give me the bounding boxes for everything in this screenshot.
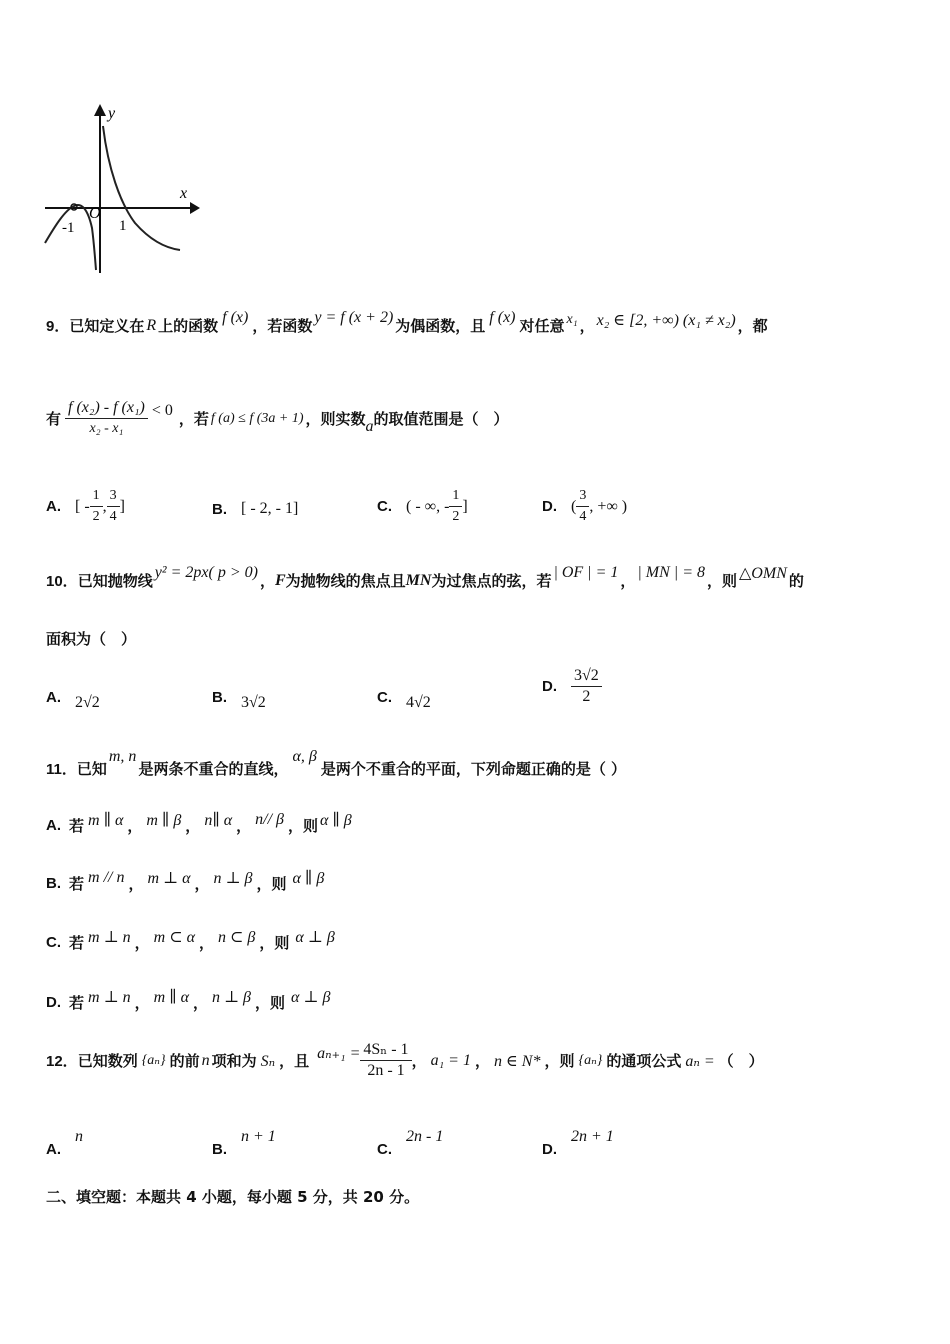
q9-line2 [46,398,509,439]
q9-option-c-pre: ( - ∞, - [406,497,450,515]
q10-line2 [46,628,136,649]
q9-option-b-expr: [ - 2, - 1] [241,500,299,517]
q9-option-c-den: 2 [452,509,460,524]
q9-number: 9． [46,318,70,335]
q11-option-c-c1: m ⊥ n [88,928,131,946]
q10-text5: ，则 [706,572,737,590]
q10-eq: y² = 2px( p > 0) [154,563,258,581]
q11-option-b-label: B. [46,875,61,892]
q11-option-d[interactable] [46,988,331,1013]
q12-option-d-label: D. [542,1140,557,1158]
q12-a1: a₁ = 1 [430,1051,471,1069]
q10-of: | OF | = 1 [553,563,619,581]
q9-text2: 上的函数 [158,317,219,335]
q11-option-b-ruo: 若 [69,875,85,893]
q12-option-c-val: 2n - 1 [406,1128,444,1145]
q11-ab: α, β [292,747,317,765]
q9-option-a-mid: , [102,497,107,515]
q9-option-d-label: D. [542,498,557,515]
q12-frac-num: 4Sₙ - 1 [360,1040,411,1061]
q12-option-c[interactable] [377,1128,444,1158]
q11-option-a-label: A. [46,817,61,834]
q9-option-b[interactable] [212,500,298,518]
tick-label-neg1: -1 [62,220,75,236]
q9-frac-den: x₂ - x₁ [89,421,124,436]
q9-a: a [365,417,374,435]
q9-frac-num: f (x₂) - f (x₁) [65,398,148,419]
q11-option-c-c3: n ⊂ β [218,928,256,946]
q11-option-d-c1: m ⊥ n [88,988,131,1006]
q12-option-b-label: B. [212,1140,227,1158]
q10-option-a[interactable] [46,688,100,711]
curve-right [103,126,180,250]
q9-option-a-num2: 3 [107,486,120,507]
q10-text4: 为过焦点的弦，若 [431,572,552,590]
q9-option-a-frac2 [107,486,120,527]
q12-line1 [46,1040,764,1081]
q12-n: n [201,1051,210,1069]
q10-option-a-val: 2√2 [75,694,100,711]
q9-x1: x₁ [566,311,578,327]
q9-option-c-num: 1 [449,486,462,507]
q10-MN: MN [405,571,432,589]
q9-R: R [146,316,157,334]
q9-line1 [46,308,768,336]
q11-text1: 已知 [76,760,107,778]
q10-text6: 的 [788,572,804,590]
q11-option-a-comma3: ， [236,817,252,835]
q9-x2-in: x₂ ∈ [2, +∞) (x₁ ≠ x₂) [596,311,736,329]
q12-option-d-val: 2n + 1 [571,1128,614,1145]
q10-option-d-num: 3√2 [571,666,602,687]
q12-number: 12． [46,1053,78,1070]
function-graph [40,98,200,278]
q10-option-d-den: 2 [582,688,591,705]
y-axis-label: y [108,105,116,122]
q11-option-b-c2: m ⊥ α [147,869,191,887]
q11-option-a[interactable] [46,810,352,836]
origin-label: O [89,205,101,222]
q12-text1: 已知数列 [77,1052,138,1070]
q11-option-a-c2: m ∥ β [146,811,182,829]
q10-number: 10． [46,573,78,590]
q9-lt0: < 0 [151,401,173,419]
q12-text3: 项和为 [211,1052,257,1070]
q12-option-a-val: n [75,1128,83,1145]
x-axis-arrow [190,202,200,214]
q12-text7: ，则 [544,1052,575,1070]
q10-option-a-label: A. [46,688,61,706]
q11-option-a-res: α ∥ β [320,811,352,829]
q9-text9: ，则实数 [305,410,366,428]
q11-option-b-ze: ，则 [256,875,287,893]
q11-option-a-c1: m ∥ α [88,811,124,829]
q11-option-a-comma2: ， [185,817,201,835]
q9-option-d-den: 4 [579,509,587,524]
q11-option-c-label: C. [46,934,61,951]
q12-fraction [360,1040,411,1081]
q9-option-b-label: B. [212,500,227,518]
q9-text6: ，都 [737,317,768,335]
q11-option-d-res: α ⊥ β [291,988,331,1006]
q11-option-c-res: α ⊥ β [295,928,335,946]
q11-option-b[interactable] [46,868,325,894]
q10-option-c[interactable] [377,688,431,711]
q12-seq2: {aₙ} [578,1053,603,1068]
q12-text4: ，且 [279,1052,310,1070]
q9-fx: f (x) [222,308,249,326]
q10-tri: △OMN [739,564,787,582]
q10-text2: ， [259,572,275,590]
q9-option-a[interactable] [46,486,125,527]
section2-text: 二、填空题：本题共 4 小题，每小题 5 分，共 20 分。 [46,1188,420,1206]
q12-text6: ， [474,1052,490,1070]
q9-option-c-label: C. [377,498,392,515]
q11-option-d-c2: m ∥ α [153,988,189,1006]
q9-option-a-label: A. [46,498,61,515]
q9-option-a-num1: 1 [90,486,103,507]
q12-lhs: aₙ₊₁ = [317,1044,361,1062]
q9-text7: 有 [46,410,62,428]
q9-option-a-frac1 [90,486,103,527]
q9-option-c-frac [449,486,462,527]
q11-option-d-ruo: 若 [69,994,85,1012]
q10-text3: 为抛物线的焦点且 [285,572,406,590]
q12-text8: 的通项公式 [606,1052,682,1070]
q9-option-d-post: , +∞ ) [589,497,628,515]
q10-option-d-frac [571,666,602,707]
q9-text5: 对任意 [519,317,565,335]
q10-option-b-label: B. [212,688,227,706]
q10-option-c-val: 4√2 [406,694,431,711]
q9-comma: ， [579,317,595,335]
q12-option-b[interactable] [212,1128,276,1158]
q9-option-d[interactable] [542,486,627,527]
q12-option-c-label: C. [377,1140,392,1158]
x-axis-label: x [180,185,188,202]
q10-option-b[interactable] [212,688,266,711]
q9-option-c-post: ] [462,497,468,515]
q11-option-c[interactable] [46,928,335,953]
q10-F: F [274,571,286,589]
q11-option-a-c3: n∥ α [204,811,233,829]
q9-fx2: f (x) [489,308,516,326]
q11-option-a-c4: n// β [255,810,284,828]
q9-text4: 为偶函数，且 [395,317,486,335]
q11-number: 11． [46,761,77,778]
q10-line1 [46,563,804,591]
q9-option-d-frac [576,486,589,527]
q10-option-b-val: 3√2 [241,694,266,711]
q11-option-c-ze: ，则 [259,934,290,952]
section2-heading [46,1186,419,1207]
q11-line1 [46,747,627,779]
q11-option-c-comma1: ， [134,934,150,952]
q11-option-a-ruo: 若 [69,817,85,835]
q9-option-a-den1: 2 [92,509,100,524]
q11-option-d-comma2: ， [192,994,208,1012]
q10-option-d[interactable] [542,666,602,707]
q11-option-b-c3: n ⊥ β [213,869,253,887]
q11-option-c-comma2: ， [199,934,215,952]
q9-option-d-pre: ( [571,497,577,515]
q12-nN: n ∈ N* [493,1052,541,1070]
q12-text2: 的前 [169,1052,200,1070]
q9-text1: 已知定义在 [69,317,145,335]
q11-text2: 是两条不重合的直线， [138,760,289,778]
q9-ineq: f (a) ≤ f (3a + 1) [210,410,304,426]
q12-option-b-val: n + 1 [241,1128,276,1145]
q12-seq: {aₙ} [141,1053,166,1068]
q9-option-c[interactable] [377,486,468,527]
q12-option-a[interactable] [46,1128,83,1158]
q12-Sn: Sₙ [260,1052,276,1070]
q11-option-d-label: D. [46,994,61,1011]
q10-mn: | MN | = 8 [637,563,705,581]
q9-fraction [65,398,148,439]
q11-mn: m, n [108,747,137,765]
q12-text5: ， [411,1052,427,1070]
q9-y-eq: y = f (x + 2) [314,308,394,326]
q12-frac-den: 2n - 1 [367,1062,405,1079]
y-axis-arrow [94,104,106,116]
q11-option-d-c3: n ⊥ β [212,988,252,1006]
q9-text8: ，若 [178,410,209,428]
q10-option-d-label: D. [542,678,557,695]
q12-option-d[interactable] [542,1128,614,1158]
q11-option-b-res: α ∥ β [292,869,325,887]
q12-an: aₙ = [685,1052,715,1070]
q9-option-a-den2: 4 [109,509,117,524]
q11-option-d-comma1: ， [134,994,150,1012]
q10-comma: ， [620,572,636,590]
q10-text1: 已知抛物线 [77,572,153,590]
q11-option-a-ze: ，则 [287,817,318,835]
q11-text3: 是两个不重合的平面，下列命题正确的是（ ） [320,760,627,778]
q11-option-a-comma1: ， [127,817,143,835]
q9-option-a-post: ] [119,497,125,515]
q10-option-c-label: C. [377,688,392,706]
q11-option-b-comma1: ， [128,875,144,893]
q9-text10: 的取值范围是（ ） [373,410,509,428]
q9-text3: ，若函数 [252,317,313,335]
q11-option-b-c1: m // n [88,868,125,886]
q11-option-b-comma2: ， [194,875,210,893]
q12-option-a-label: A. [46,1140,61,1158]
tick-label-1: 1 [119,218,127,234]
q9-option-a-pre: [ - [75,497,90,515]
q12-text9: （ ） [718,1052,764,1070]
q10-text7: 面积为（ ） [46,630,137,648]
q9-option-d-num: 3 [576,486,589,507]
q11-option-c-ruo: 若 [69,934,85,952]
q11-option-c-c2: m ⊂ α [153,928,195,946]
q11-option-d-ze: ，则 [255,994,286,1012]
